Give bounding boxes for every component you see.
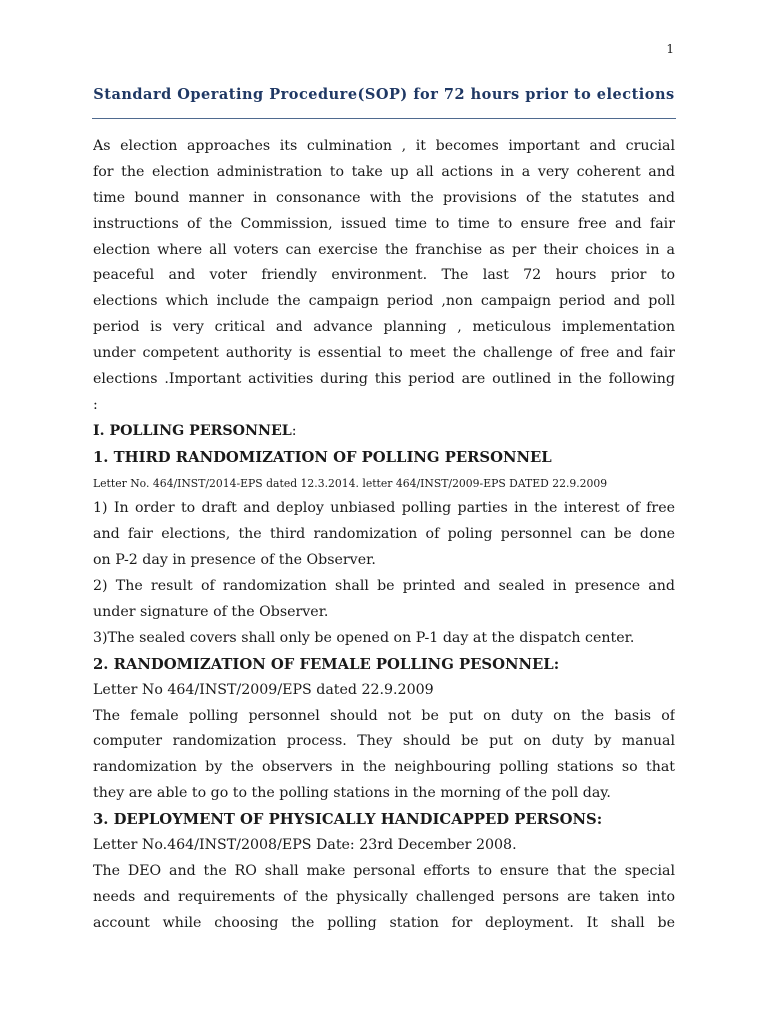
section-heading-text: I. POLLING PERSONNEL [93,422,292,439]
intro-line: instructions of the Commission, issued time to time to ensure free and fair [93,215,675,232]
item-line: they are able to go to the polling stations in the morning of the poll day. [93,785,611,802]
item-line: 1) In order to draft and deploy unbiased polling parties in the interest of free [93,500,675,517]
document-body [93,134,675,937]
item-line: on P-2 day in presence of the Observer. [93,552,376,569]
title-divider [92,118,676,119]
intro-line: elections .Important activities during this period are outlined in the following [93,371,675,388]
item-line: computer randomization process. They should be put on duty by manual [93,733,675,750]
item-heading-female-randomization: 2. RANDOMIZATION OF FEMALE POLLING PESONNEL: [93,655,560,673]
intro-line: election where all voters can exercise the franchise as per their choices in a [93,241,675,258]
intro-line: elections which include the campaign period ,non campaign period and poll [93,293,675,310]
document-title: Standard Operating Procedure(SOP) for 72 hours prior to elections [93,86,675,103]
item-heading-third-randomization: 1. THIRD RANDOMIZATION OF POLLING PERSONNEL [93,448,552,466]
intro-line: under competent authority is essential to meet the challenge of free and fair [93,345,675,362]
page-number: 1 [666,42,674,56]
item-line: 2) The result of randomization shall be printed and sealed in presence and [93,578,675,595]
item-line: The DEO and the RO shall make personal efforts to ensure that the special [93,862,675,879]
intro-line: for the election administration to take up all actions in a very coherent and [93,163,675,180]
intro-line: peaceful and voter friendly environment. The last 72 hours prior to [93,267,675,284]
item-heading-handicapped-deployment: 3. DEPLOYMENT OF PHYSICALLY HANDICAPPED PERSONS: [93,811,603,829]
item-line: 3)The sealed covers shall only be opened on P-1 day at the dispatch center. [93,629,635,646]
item-reference: Letter No. 464/INST/2014-EPS dated 12.3.2014. letter 464/INST/2009-EPS DATED 22.9.2009 [93,476,608,490]
intro-paragraph [93,134,675,419]
item-reference: Letter No.464/INST/2008/EPS Date: 23rd December 2008. [93,837,517,854]
item-line: needs and requirements of the physically challenged persons are taken into [93,888,675,905]
item-line: randomization by the observers in the neighbouring polling stations so that [93,759,675,776]
intro-line: period is very critical and advance planning , meticulous implementation [93,319,675,336]
item-line: under signature of the Observer. [93,604,329,621]
item-line: and fair elections, the third randomization of poling personnel can be done [93,526,675,543]
intro-line: time bound manner in consonance with the provisions of the statutes and [93,189,675,206]
intro-line: : [93,396,98,413]
item-reference: Letter No 464/INST/2009/EPS dated 22.9.2009 [93,681,434,698]
intro-line: As election approaches its culmination , it becomes important and crucial [93,138,675,154]
item-line: account while choosing the polling station for deployment. It shall be [93,914,675,931]
section-heading-polling-personnel [93,419,675,445]
section-heading-suffix: : [291,422,297,439]
item-line: The female polling personnel should not be put on duty on the basis of [93,707,675,724]
